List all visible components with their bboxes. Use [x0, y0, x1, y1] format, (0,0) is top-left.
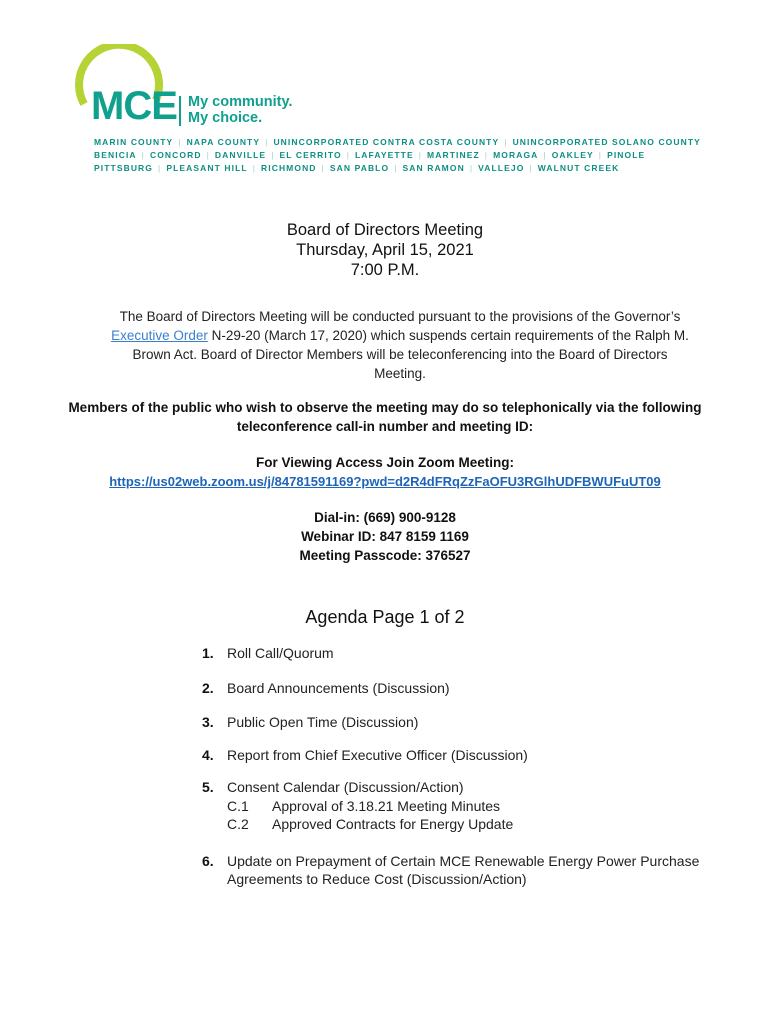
service-area-name: VALLEJO — [478, 163, 525, 173]
agenda-item-number: 5. — [202, 779, 214, 795]
service-area-name: SAN RAMON — [402, 163, 465, 173]
separator: | — [529, 163, 533, 173]
separator: | — [394, 163, 398, 173]
agenda-item-number: 1. — [202, 645, 214, 661]
separator: | — [346, 150, 351, 160]
agenda-item — [202, 778, 722, 834]
executive-order-link[interactable]: Executive Order — [111, 328, 208, 343]
service-area-row — [94, 136, 714, 149]
separator: | — [252, 163, 256, 173]
agenda-item — [202, 746, 722, 765]
zoom-label: For Viewing Access Join Zoom Meeting: — [255, 455, 515, 470]
separator: | — [418, 150, 423, 160]
agenda-item — [202, 852, 722, 889]
dial-info — [0, 508, 770, 565]
webinar-id: Webinar ID: 847 8159 1169 — [301, 529, 469, 544]
agenda-subitem — [227, 797, 722, 816]
logo-wordmark: MCE — [91, 84, 177, 128]
separator: | — [504, 137, 508, 147]
service-area-row — [94, 162, 714, 175]
tagline-line-2: My choice. — [188, 110, 263, 126]
separator: | — [543, 150, 547, 160]
service-area-name: PLEASANT HILL — [166, 163, 248, 173]
agenda-subitem-code: C.2 — [227, 816, 249, 832]
service-area-name: DANVILLE — [214, 150, 267, 160]
agenda-item-number: 2. — [202, 679, 214, 696]
agenda-item-text: Update on Prepayment of Certain MCE Renewable Energy Power Purchase Agreements to Reduce Cost (Discussion/Action) — [227, 852, 700, 887]
service-areas — [94, 136, 714, 175]
agenda-item — [202, 679, 722, 698]
agenda-item-text: Board Announcements (Discussion) — [227, 679, 450, 696]
separator: | — [321, 163, 325, 173]
intro-paragraph — [110, 307, 690, 383]
intro-text-before: The Board of Directors Meeting will be conducted pursuant to the provisions of the Governor’s — [119, 309, 681, 324]
meeting-date: Thursday, April 15, 2021 — [296, 241, 474, 259]
logo-divider — [179, 96, 181, 126]
service-area-name: UNINCORPORATED CONTRA COSTA COUNTY — [273, 137, 500, 147]
agenda-item — [202, 644, 722, 663]
agenda-item — [202, 713, 722, 732]
separator: | — [598, 150, 603, 160]
separator: | — [484, 150, 489, 160]
intro-text-after: N-29-20 (March 17, 2020) which suspends certain requirements of the Ralph M. Brown Act. Board of Director Members will be teleconferencing into the Board of Directors Meeting. — [132, 328, 689, 381]
dial-in-number: Dial-in: (669) 900-9128 — [314, 510, 456, 525]
agenda-item-text: Public Open Time (Discussion) — [227, 714, 419, 730]
agenda-subitem-text: Approved Contracts for Energy Update — [272, 816, 514, 832]
agenda-list — [202, 644, 722, 889]
separator: | — [271, 150, 275, 160]
agenda-subitem-text: Approval of 3.18.21 Meeting Minutes — [272, 797, 501, 814]
tagline-line-1: My community. — [188, 94, 293, 110]
service-area-name: CONCORD — [149, 150, 202, 160]
service-area-name: WALNUT CREEK — [537, 163, 620, 173]
separator: | — [469, 163, 474, 173]
service-area-name: BENICIA — [94, 150, 137, 160]
service-area-name: MORAGA — [493, 150, 539, 160]
mce-logo — [70, 44, 310, 134]
meeting-header — [0, 220, 770, 280]
agenda-item-text: Roll Call/Quorum — [227, 645, 334, 661]
service-area-name: LAFAYETTE — [355, 150, 414, 160]
agenda-item-number: 4. — [202, 746, 214, 763]
agenda-subitem — [227, 815, 722, 834]
agenda-item-text: Report from Chief Executive Officer (Discussion) — [227, 746, 528, 763]
service-area-row — [94, 149, 714, 162]
service-area-name: OAKLEY — [551, 150, 594, 160]
separator: | — [265, 137, 269, 147]
service-area-name: EL CERRITO — [279, 150, 342, 160]
agenda-item-number: 3. — [202, 714, 214, 730]
meeting-title: Board of Directors Meeting — [286, 221, 484, 239]
separator: | — [158, 163, 162, 173]
agenda-title: Agenda Page 1 of 2 — [305, 607, 465, 627]
agenda-item-text: Consent Calendar (Discussion/Action) — [227, 779, 464, 795]
service-area-name: NAPA COUNTY — [186, 137, 261, 147]
service-area-name: UNINCORPORATED SOLANO COUNTY — [512, 137, 701, 147]
agenda-item-number: 6. — [202, 852, 214, 869]
separator: | — [178, 137, 182, 147]
agenda-subitem-code: C.1 — [227, 797, 249, 814]
service-area-name: MARTINEZ — [427, 150, 480, 160]
logo-tagline — [188, 94, 292, 126]
meeting-passcode: Meeting Passcode: 376527 — [299, 548, 471, 563]
meeting-time: 7:00 P.M. — [350, 261, 420, 279]
public-notice: Members of the public who wish to observe the meeting may do so telephonically via the following teleconference call-in number and meeting ID: — [68, 400, 702, 434]
service-area-name: PITTSBURG — [94, 163, 154, 173]
separator: | — [206, 150, 210, 160]
service-area-name: MARIN COUNTY — [94, 137, 174, 147]
service-area-name: RICHMOND — [261, 163, 317, 173]
service-area-name: SAN PABLO — [329, 163, 390, 173]
zoom-meeting-link[interactable]: https://us02web.zoom.us/j/84781591169?pwd=d2R4dFRqZzFaOFU3RGlhUDFBWUFuUT09 — [109, 474, 661, 489]
service-area-name: PINOLE — [607, 150, 646, 160]
separator: | — [141, 150, 145, 160]
